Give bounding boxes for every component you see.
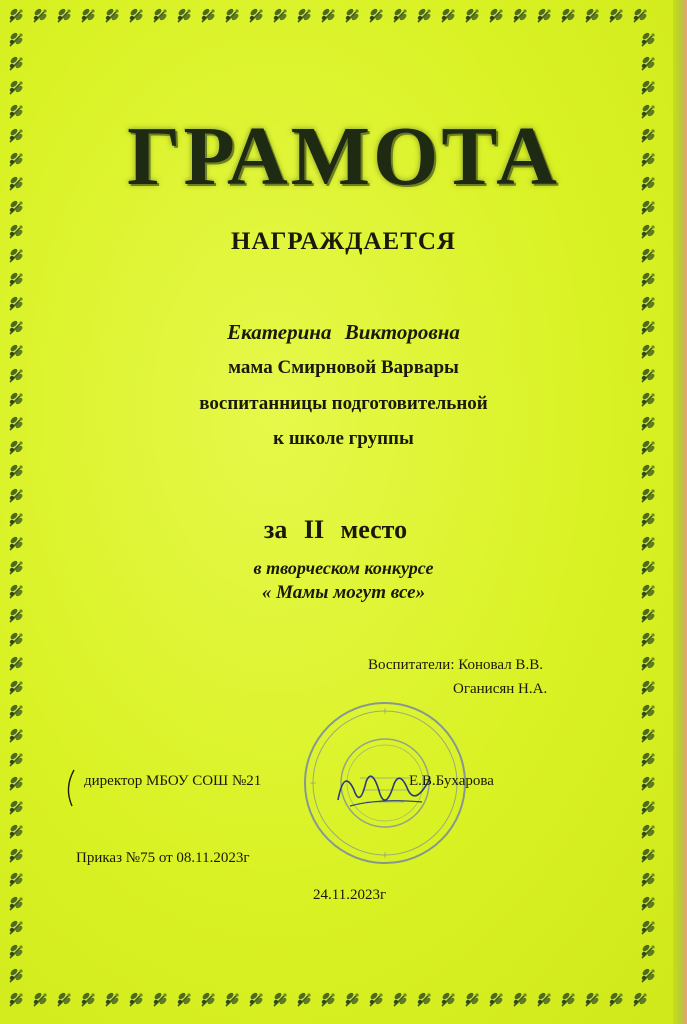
border-sprig-icon — [561, 8, 575, 22]
border-sprig-icon — [441, 8, 455, 22]
border-sprig-icon — [105, 8, 119, 22]
border-sprig-icon — [297, 8, 311, 22]
border-sprig-icon — [225, 8, 239, 22]
border-sprig-icon — [9, 608, 23, 622]
border-sprig-icon — [153, 992, 167, 1006]
border-sprig-icon — [9, 32, 23, 46]
border-sprig-icon — [369, 992, 383, 1006]
border-sprig-icon — [9, 344, 23, 358]
border-sprig-icon — [489, 8, 503, 22]
border-sprig-icon — [321, 992, 335, 1006]
border-sprig-icon — [129, 992, 143, 1006]
border-sprig-icon — [393, 992, 407, 1006]
border-sprig-icon — [105, 992, 119, 1006]
border-sprig-icon — [641, 800, 655, 814]
border-sprig-icon — [465, 992, 479, 1006]
border-sprig-icon — [417, 992, 431, 1006]
border-sprig-icon — [641, 944, 655, 958]
border-sprig-icon — [633, 8, 647, 22]
recipient-relation: мама Смирновой Варвары — [228, 357, 459, 378]
border-sprig-icon — [609, 8, 623, 22]
border-sprig-icon — [9, 464, 23, 478]
border-sprig-icon — [9, 8, 23, 22]
bracket-mark — [62, 768, 78, 808]
border-sprig-icon — [177, 8, 191, 22]
border-sprig-icon — [369, 8, 383, 22]
border-sprig-icon — [641, 56, 655, 70]
border-sprig-icon — [249, 992, 263, 1006]
border-sprig-icon — [9, 728, 23, 742]
border-sprig-icon — [513, 8, 527, 22]
border-sprig-icon — [9, 896, 23, 910]
border-sprig-icon — [641, 464, 655, 478]
border-sprig-icon — [9, 944, 23, 958]
contest-line2: « Мамы могут все» — [261, 582, 426, 603]
border-sprig-icon — [633, 992, 647, 1006]
border-sprig-icon — [393, 8, 407, 22]
recipient-group-line2: к школе группы — [273, 428, 414, 449]
director-name: Е.В.Бухарова — [409, 773, 494, 789]
border-sprig-icon — [641, 824, 655, 838]
border-sprig-icon — [153, 8, 167, 22]
recipient-name: Екатерина Викторовна — [227, 320, 460, 344]
border-sprig-icon — [9, 848, 23, 862]
border-sprig-icon — [9, 920, 23, 934]
border-sprig-icon — [641, 488, 655, 502]
border-sprig-icon — [201, 992, 215, 1006]
border-sprig-icon — [177, 992, 191, 1006]
border-sprig-icon — [641, 632, 655, 646]
border-sprig-icon — [81, 8, 95, 22]
border-sprig-icon — [585, 992, 599, 1006]
border-sprig-icon — [489, 992, 503, 1006]
border-sprig-icon — [641, 32, 655, 46]
border-sprig-icon — [641, 752, 655, 766]
border-sprig-icon — [81, 992, 95, 1006]
border-sprig-icon — [273, 8, 287, 22]
contest-line1: в творческом конкурсе — [253, 558, 434, 578]
border-sprig-icon — [9, 752, 23, 766]
border-sprig-icon — [641, 896, 655, 910]
border-sprig-icon — [297, 992, 311, 1006]
order-reference: Приказ №75 от 08.11.2023г — [76, 850, 250, 866]
border-sprig-icon — [609, 992, 623, 1006]
director-label: директор МБОУ СОШ №21 — [84, 773, 262, 789]
border-sprig-icon — [9, 680, 23, 694]
border-sprig-icon — [537, 992, 551, 1006]
teacher-name-2: Оганисян Н.А. — [453, 681, 548, 697]
border-sprig-icon — [345, 992, 359, 1006]
border-sprig-icon — [273, 992, 287, 1006]
border-sprig-icon — [641, 848, 655, 862]
border-sprig-icon — [537, 8, 551, 22]
border-sprig-icon — [9, 704, 23, 718]
border-sprig-icon — [641, 776, 655, 790]
border-sprig-icon — [9, 296, 23, 310]
border-sprig-icon — [641, 296, 655, 310]
border-sprig-icon — [9, 488, 23, 502]
border-sprig-icon — [513, 992, 527, 1006]
border-sprig-icon — [9, 824, 23, 838]
teachers-label: Воспитатели: Коновал В.В. — [368, 657, 543, 673]
border-sprig-icon — [641, 704, 655, 718]
border-sprig-icon — [9, 56, 23, 70]
award-place: за II место — [263, 515, 408, 544]
border-sprig-icon — [57, 8, 71, 22]
border-sprig-icon — [465, 8, 479, 22]
border-sprig-icon — [641, 680, 655, 694]
border-sprig-icon — [641, 608, 655, 622]
border-sprig-icon — [641, 656, 655, 670]
border-sprig-icon — [641, 728, 655, 742]
border-sprig-icon — [57, 992, 71, 1006]
border-sprig-icon — [9, 968, 23, 982]
recipient-group-line1: воспитанницы подготовительной — [199, 393, 488, 414]
border-sprig-icon — [201, 8, 215, 22]
border-sprig-icon — [441, 992, 455, 1006]
border-sprig-icon — [641, 80, 655, 94]
certificate-title: ГРАМОТА — [127, 110, 560, 203]
border-sprig-icon — [641, 272, 655, 286]
border-sprig-icon — [9, 272, 23, 286]
border-sprig-icon — [9, 656, 23, 670]
border-sprig-icon — [33, 992, 47, 1006]
border-sprig-icon — [129, 8, 143, 22]
issue-date: 24.11.2023г — [313, 887, 387, 903]
border-sprig-icon — [321, 8, 335, 22]
border-sprig-icon — [585, 8, 599, 22]
border-sprig-icon — [9, 992, 23, 1006]
border-sprig-icon — [9, 872, 23, 886]
border-sprig-icon — [641, 920, 655, 934]
border-sprig-icon — [9, 800, 23, 814]
border-sprig-icon — [417, 8, 431, 22]
border-sprig-icon — [641, 872, 655, 886]
awarded-label: НАГРАЖДАЕТСЯ — [231, 228, 456, 255]
border-sprig-icon — [345, 8, 359, 22]
border-sprig-icon — [561, 992, 575, 1006]
border-sprig-icon — [9, 632, 23, 646]
signature-icon — [330, 760, 440, 820]
border-sprig-icon — [249, 8, 263, 22]
border-sprig-icon — [9, 776, 23, 790]
border-sprig-icon — [641, 968, 655, 982]
border-sprig-icon — [641, 344, 655, 358]
border-sprig-icon — [225, 992, 239, 1006]
border-sprig-icon — [9, 80, 23, 94]
border-sprig-icon — [33, 8, 47, 22]
